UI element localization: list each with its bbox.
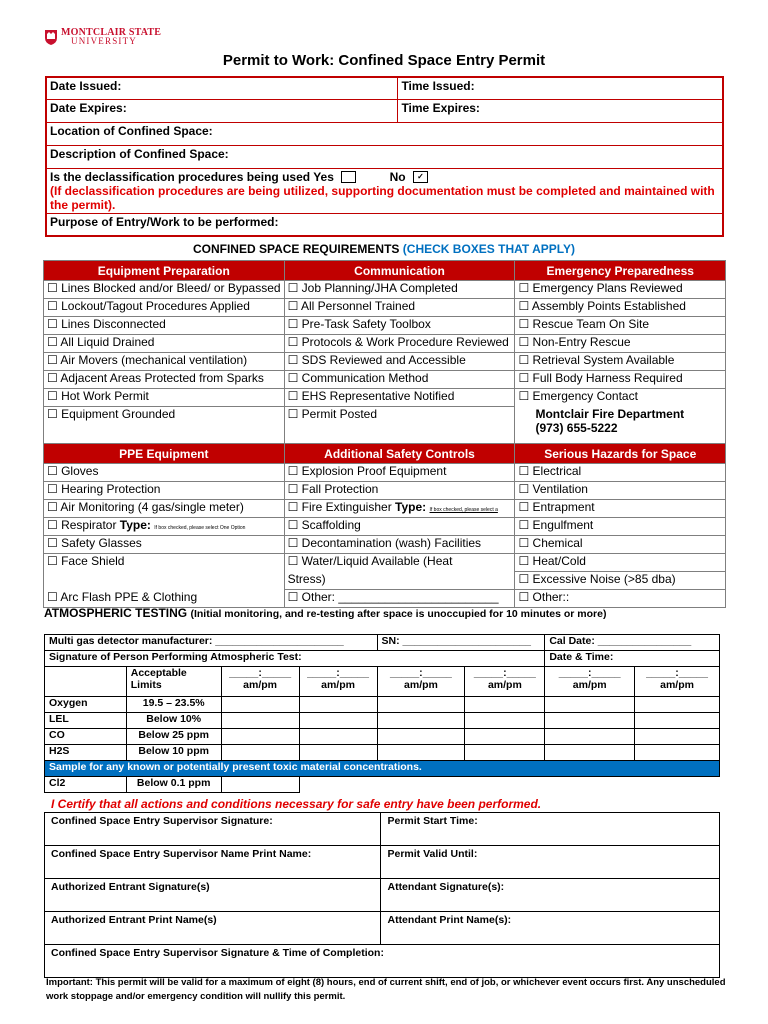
req-item[interactable]: ☐ SDS Reviewed and Accessible [284,353,515,371]
date-issued-field[interactable]: Date Issued: [46,77,398,99]
ppe-item[interactable]: ☐ Face Shield [44,554,285,572]
declass-note: (If declassification procedures are being utilized, supporting documentation must be completed and maintained with the permit). [50,183,715,212]
seal-icon [44,28,58,46]
type-label: Type: [395,500,427,514]
gas-name: Cl2 [45,777,127,793]
control-item[interactable]: ☐ Scaffolding [284,518,515,536]
no-checkbox[interactable]: ✓ [413,171,428,183]
atmospheric-title: ATMOSPHERIC TESTING [44,606,188,620]
supervisor-signature-field[interactable]: Confined Space Entry Supervisor Signature: [45,813,381,846]
control-item[interactable]: ☐ Other: ________________________ [284,590,515,608]
req-item[interactable]: ☐ Assembly Points Established [515,299,726,317]
req-item[interactable]: ☐ All Liquid Drained [44,335,285,353]
requirements-note: (CHECK BOXES THAT APPLY) [402,242,576,256]
atmospheric-table [44,634,720,793]
requirements-title: CONFINED SPACE REQUIREMENTS [192,242,400,256]
supervisor-print-name-field[interactable]: Confined Space Entry Supervisor Name Print Name: [45,846,381,879]
cal-date-field[interactable]: Cal Date: ________________ [545,635,720,651]
hazard-item[interactable]: ☐ Chemical [515,536,726,554]
gas-row [45,777,720,793]
completion-signature-field[interactable]: Confined Space Entry Supervisor Signature & Time of Completion: [45,945,720,978]
respirator-note: If box checked, please select One Option [154,525,246,531]
req-item[interactable]: ☐ Emergency Plans Reviewed [515,281,726,299]
permit-info-table [45,76,724,237]
gas-limit: Below 25 ppm [126,729,221,745]
respirator-label: ☐ Respirator [47,518,117,532]
header-additional-safety-controls: Additional Safety Controls [284,444,515,464]
atmospheric-heading [44,606,606,620]
important-notice: Important: This permit will be valid for a maximum of eight (8) hours, end of current shift, end of job, or whichever event occurs first. Any unscheduled work stoppage and/or emergency condition will nullify this permit. [46,977,726,1002]
header-equipment-preparation: Equipment Preparation [44,261,285,281]
req-item[interactable]: ☐ Retrieval System Available [515,353,726,371]
ppe-item-respirator[interactable] [44,518,285,536]
logo-line1: MONTCLAIR STATE [61,27,162,38]
attendant-signature-field[interactable]: Attendant Signature(s): [381,879,720,912]
entrant-print-name-field[interactable]: Authorized Entrant Print Name(s) [45,912,381,945]
hazard-item[interactable]: ☐ Excessive Noise (>85 dba) [515,572,726,590]
permit-valid-until-field[interactable]: Permit Valid Until: [381,846,720,879]
gas-limit: Below 10% [126,713,221,729]
location-field[interactable]: Location of Confined Space: [46,122,723,145]
time-cell[interactable]: _____:_____ am/pm [221,667,299,697]
date-expires-field[interactable]: Date Expires: [46,99,398,122]
time-cell[interactable]: _____:_____ am/pm [299,667,377,697]
tester-signature-field[interactable]: Signature of Person Performing Atmospheric Test: [45,651,545,667]
req-item[interactable]: ☐ Job Planning/JHA Completed [284,281,515,299]
gas-limit: Below 10 ppm [126,745,221,761]
gas-row [45,745,720,761]
gas-row [45,697,720,713]
hazard-item[interactable]: ☐ Other:: [515,590,726,608]
req-item[interactable]: ☐ Lines Blocked and/or Bleed/ or Bypassed [44,281,285,299]
limits-header: Acceptable Limits [126,667,221,697]
req-item[interactable]: ☐ Protocols & Work Procedure Reviewed [284,335,515,353]
req-item[interactable]: ☐ Emergency Contact [515,389,726,407]
permit-start-time-field[interactable]: Permit Start Time: [381,813,720,846]
requirements-table [43,260,726,608]
type-label: Type: [119,518,151,532]
control-item[interactable]: ☐ Fall Protection [284,482,515,500]
gas-name: Oxygen [45,697,127,713]
req-item[interactable]: ☐ Lines Disconnected [44,317,285,335]
certification-statement: I Certify that all actions and conditions necessary for safe entry have been performed. [51,797,542,811]
declassification-row [46,168,723,213]
page-title: Permit to Work: Confined Space Entry Permit [222,52,546,69]
gas-name: CO [45,729,127,745]
control-item[interactable]: ☐ Explosion Proof Equipment [284,464,515,482]
description-field[interactable]: Description of Confined Space: [46,145,723,168]
header-serious-hazards: Serious Hazards for Space [515,444,726,464]
university-logo [44,28,161,46]
req-item[interactable]: ☐ Equipment Grounded [44,407,285,444]
date-time-field[interactable]: Date & Time: [545,651,720,667]
ppe-item[interactable]: ☐ Gloves [44,464,285,482]
atmospheric-note: (Initial monitoring, and re-testing after space is unoccupied for 10 minutes or more) [190,608,607,620]
control-item-continued: Stress) [284,572,515,590]
gas-row [45,713,720,729]
declass-no-label: No [389,169,406,184]
entrant-signature-field[interactable]: Authorized Entrant Signature(s) [45,879,381,912]
purpose-field[interactable]: Purpose of Entry/Work to be performed: [46,213,723,236]
req-item[interactable]: ☐ Communication Method [284,371,515,389]
fire-ext-note: If box checked, please select a [429,507,498,513]
req-item[interactable]: ☐ Permit Posted [284,407,515,444]
hazard-item[interactable]: ☐ Engulfment [515,518,726,536]
manufacturer-field[interactable]: Multi gas detector manufacturer: ______________________ [45,635,378,651]
declass-question: Is the declassification procedures being used Yes [50,169,334,184]
ppe-item[interactable]: ☐ Safety Glasses [44,536,285,554]
gas-name: H2S [45,745,127,761]
gas-limit: 19.5 – 23.5% [126,697,221,713]
req-item[interactable]: ☐ Non-Entry Rescue [515,335,726,353]
empty-cell [44,572,285,590]
time-issued-field[interactable]: Time Issued: [398,77,723,99]
control-item[interactable]: ☐ Decontamination (wash) Facilities [284,536,515,554]
req-item[interactable]: ☐ Pre-Task Safety Toolbox [284,317,515,335]
req-item[interactable]: ☐ Rescue Team On Site [515,317,726,335]
req-item[interactable]: ☐ Full Body Harness Required [515,371,726,389]
req-item[interactable]: ☐ Lockout/Tagout Procedures Applied [44,299,285,317]
requirements-heading [0,242,768,256]
hazard-item[interactable]: ☐ Ventilation [515,482,726,500]
fire-department-phone: (973) 655-5222 [535,420,618,435]
time-expires-field[interactable]: Time Expires: [398,99,723,122]
req-item[interactable]: ☐ EHS Representative Notified [284,389,515,407]
header-emergency-preparedness: Emergency Preparedness [515,261,726,281]
gas-name: LEL [45,713,127,729]
control-item-fire-extinguisher[interactable] [284,500,515,518]
time-cell[interactable]: _____:_____ am/pm [545,667,635,697]
req-item[interactable]: ☐ Air Movers (mechanical ventilation) [44,353,285,371]
fire-department-name: Montclair Fire Department [535,406,685,421]
req-item[interactable]: ☐ Hot Work Permit [44,389,285,407]
ppe-item[interactable]: ☐ Air Monitoring (4 gas/single meter) [44,500,285,518]
yes-checkbox[interactable] [341,171,356,183]
time-cell[interactable]: _____:_____ am/pm [377,667,465,697]
gas-limit: Below 0.1 ppm [126,777,221,793]
header-ppe-equipment: PPE Equipment [44,444,285,464]
hazard-item[interactable]: ☐ Heat/Cold [515,554,726,572]
fire-department-contact [515,407,726,444]
req-item[interactable]: ☐ Adjacent Areas Protected from Sparks [44,371,285,389]
control-item[interactable]: ☐ Water/Liquid Available (Heat [284,554,515,572]
ppe-item[interactable]: ☐ Arc Flash PPE & Clothing [44,590,285,608]
hazard-item[interactable]: ☐ Entrapment [515,500,726,518]
fire-extinguisher-label: ☐ Fire Extinguisher [287,500,392,514]
toxic-note-band: Sample for any known or potentially present toxic material concentrations. [45,761,720,777]
ppe-item[interactable]: ☐ Hearing Protection [44,482,285,500]
gas-header [45,667,127,697]
attendant-print-name-field[interactable]: Attendant Print Name(s): [381,912,720,945]
logo-line2: UNIVERSITY [71,36,137,46]
time-cell[interactable]: _____:_____ am/pm [635,667,720,697]
time-cell[interactable]: _____:_____ am/pm [465,667,545,697]
header-communication: Communication [284,261,515,281]
serial-number-field[interactable]: SN: ______________________ [377,635,545,651]
gas-row [45,729,720,745]
req-item[interactable]: ☐ All Personnel Trained [284,299,515,317]
signature-table [44,812,720,978]
hazard-item[interactable]: ☐ Electrical [515,464,726,482]
